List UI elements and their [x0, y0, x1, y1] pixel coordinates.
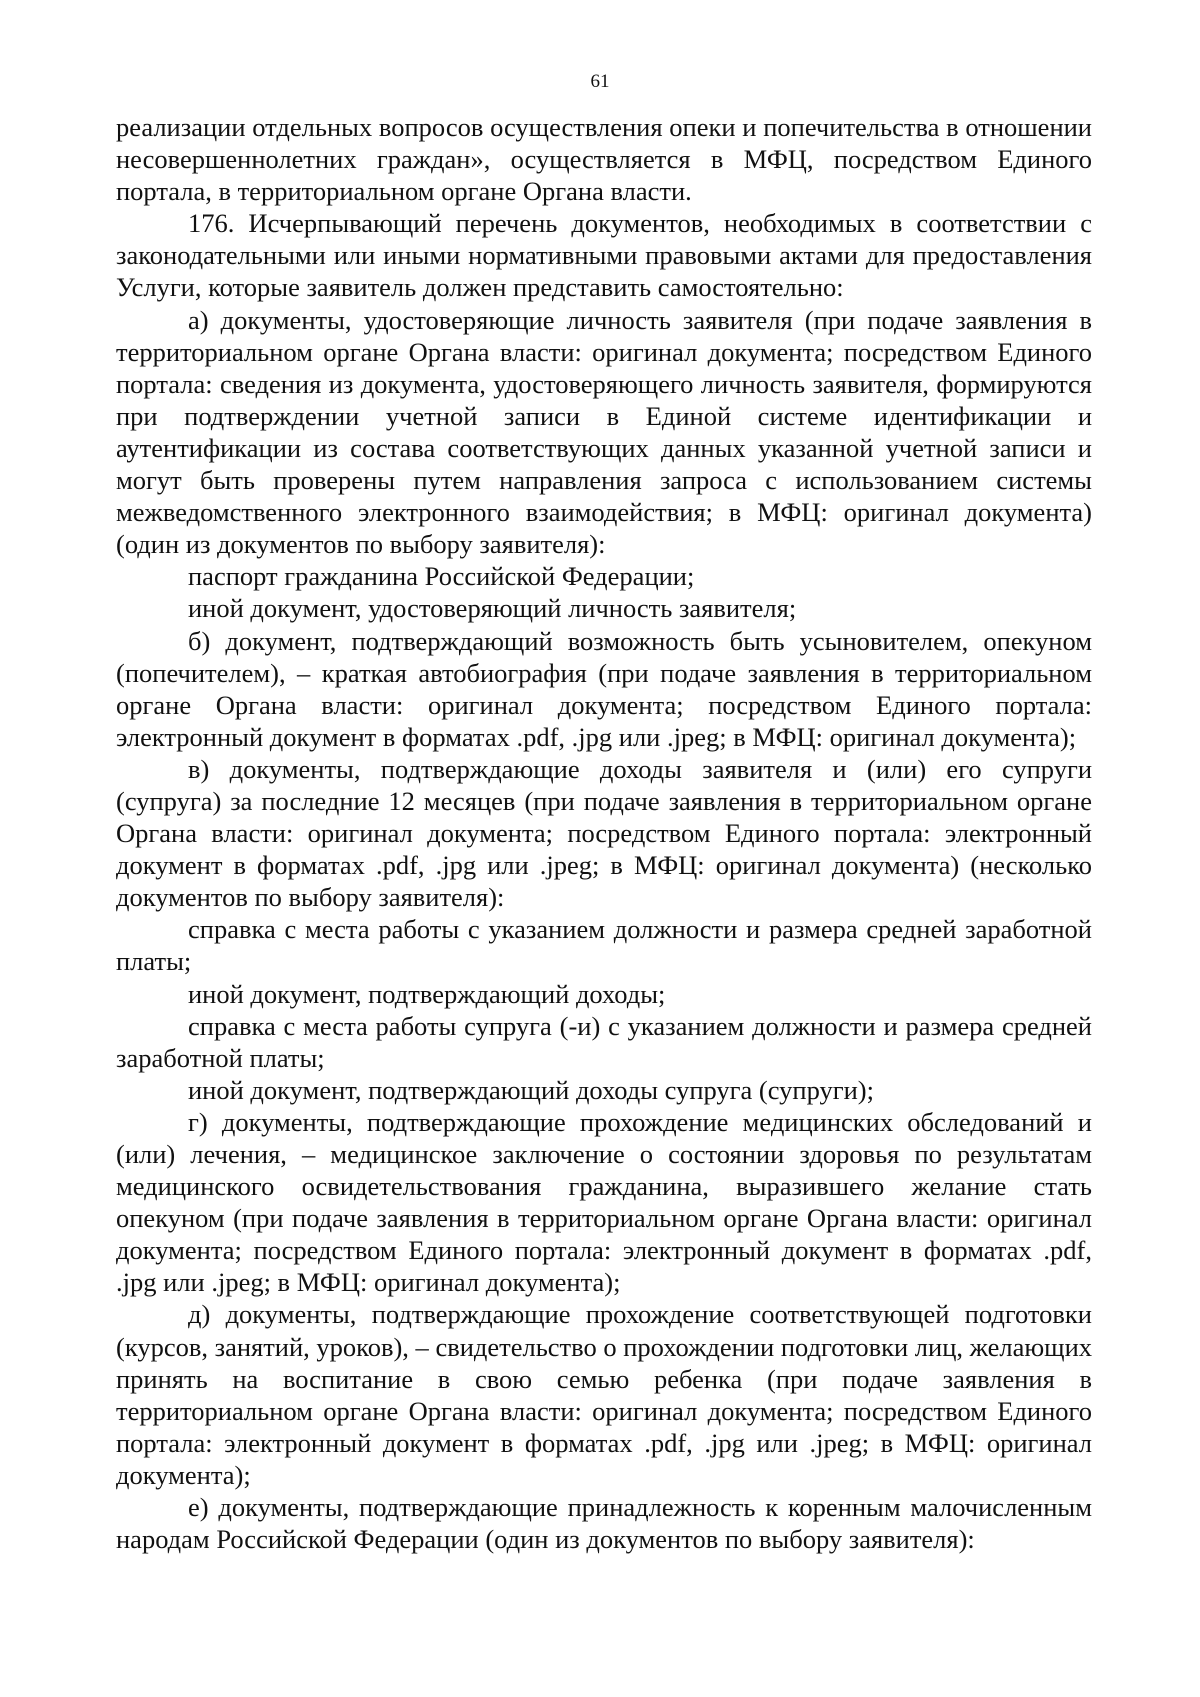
- paragraph-subitem-a: а) документы, удостоверяющие личность заявителя (при подаче заявления в территориальном органе Органа власти: оригинал документа; посредством Единого портала: сведения из документа, удостоверяющего личность заявителя, формируются при подтверждении учетной записи в Единой системе идентификации и аутентификации из состава соответствующих данных указанной учетной записи и могут быть проверены путем направления запроса с использованием системы межведомственного электронного взаимодействия; в МФЦ: оригинал документа) (один из документов по выбору заявителя):: [116, 304, 1092, 560]
- list-item-employment-certificate: справка с места работы с указанием должности и размера средней заработной платы;: [116, 914, 1092, 977]
- document-body: [116, 111, 1092, 1555]
- list-item-spouse-income-document: иной документ, подтверждающий доходы супруга (супруги);: [188, 1074, 874, 1105]
- paragraph-subitem-v: в) документы, подтверждающие доходы заявителя и (или) его супруги (супруга) за последние 12 месяцев (при подаче заявления в территориальном органе Органа власти: оригинал документа; посредством Единого портала: электронный документ в форматах .pdf, .jpg или .jpeg; в МФЦ: оригинал документа) (несколько документов по выбору заявителя):: [116, 753, 1092, 913]
- paragraph-subitem-d: д) документы, подтверждающие прохождение соответствующей подготовки (курсов, занятий, уроков), – свидетельство о прохождении подготовки лиц, желающих принять на воспитание в свою семью ребенка (при подаче заявления в территориальном органе Органа власти: оригинал документа; посредством Единого портала: электронный документ в форматах .pdf, .jpg или .jpeg; в МФЦ: оригинал документа);: [116, 1299, 1092, 1490]
- list-item-spouse-employment-certificate: справка с места работы супруга (-и) с указанием должности и размера средней заработной платы;: [116, 1010, 1092, 1073]
- paragraph-subitem-e: е) документы, подтверждающие принадлежность к коренным малочисленным народам Российской Федерации (один из документов по выбору заявителя):: [116, 1492, 1092, 1555]
- paragraph-continuation: реализации отдельных вопросов осуществления опеки и попечительства в отношении несовершеннолетних граждан», осуществляется в МФЦ, посредством Единого портала, в территориальном органе Органа власти.: [116, 112, 1092, 207]
- paragraph-item-176: 176. Исчерпывающий перечень документов, необходимых в соответствии с законодательными или иными нормативными правовыми актами для предоставления Услуги, которые заявитель должен представить самостоятельно:: [116, 208, 1092, 303]
- list-item-other-income-document: иной документ, подтверждающий доходы;: [188, 978, 666, 1009]
- paragraph-subitem-g: г) документы, подтверждающие прохождение медицинских обследований и (или) лечения, – медицинское заключение о состоянии здоровья по результатам медицинского освидетельствования гражданина, выразившего желание стать опекуном (при подаче заявления в территориальном органе Органа власти: оригинал документа; посредством Единого портала: электронный документ в форматах .pdf, .jpg или .jpeg; в МФЦ: оригинал документа);: [116, 1106, 1092, 1298]
- list-item-other-identity-document: иной документ, удостоверяющий личность заявителя;: [188, 593, 797, 624]
- list-item-passport: паспорт гражданина Российской Федерации;: [188, 561, 695, 592]
- page-number: 61: [590, 71, 610, 92]
- paragraph-subitem-b: б) документ, подтверждающий возможность быть усыновителем, опекуном (попечителем), – краткая автобиография (при подаче заявления в территориальном органе Органа власти: оригинал документа; посредством Единого портала: электронный документ в форматах .pdf, .jpg или .jpeg; в МФЦ: оригинал документа);: [116, 625, 1092, 752]
